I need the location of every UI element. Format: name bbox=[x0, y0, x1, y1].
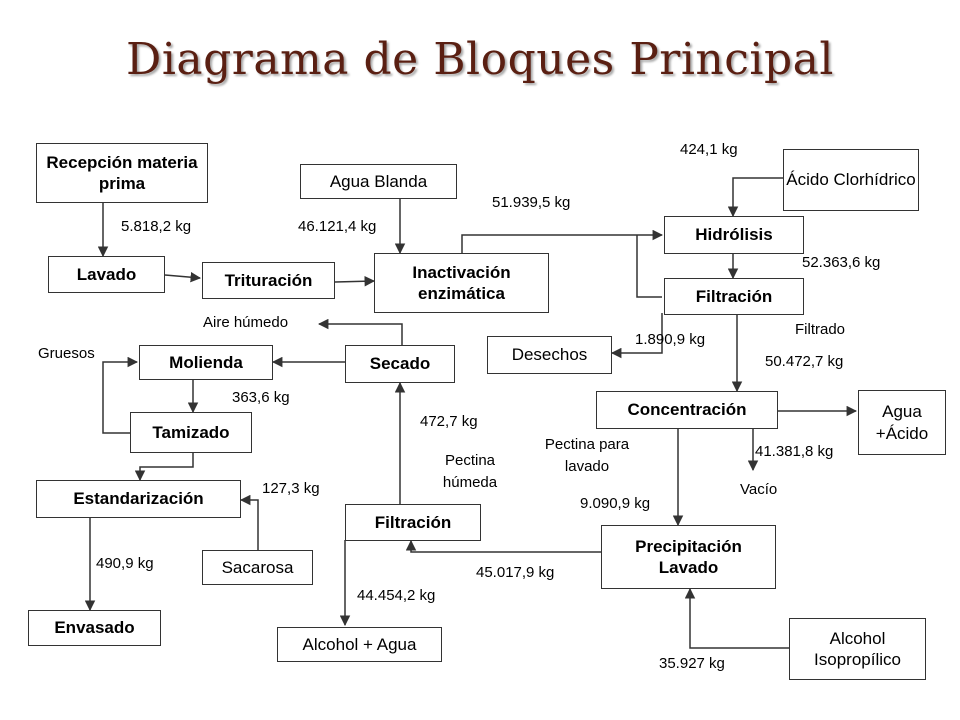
block-precipitacion: Precipitación Lavado bbox=[601, 525, 776, 589]
label-kg-sacarosa: 127,3 kg bbox=[262, 480, 320, 497]
label-kg-precipitacion-filtracion: 45.017,9 kg bbox=[476, 564, 555, 581]
block-agua-blanda: Agua Blanda bbox=[300, 164, 457, 199]
arrow-trituracion-inactivacion bbox=[335, 281, 374, 282]
label-kg-hidrolisis-filtracion: 52.363,6 kg bbox=[802, 254, 881, 271]
arrow-inactivacion-hidrolisis bbox=[462, 235, 662, 253]
label-kg-concentracion-vacio: 41.381,8 kg bbox=[755, 443, 834, 460]
block-filtracion-1: Filtración bbox=[664, 278, 804, 315]
block-desechos: Desechos bbox=[487, 336, 612, 374]
label-pectina-humeda: Pectina húmeda bbox=[442, 452, 498, 491]
block-envasado: Envasado bbox=[28, 610, 161, 646]
block-alcohol-isopropilico: Alcohol Isopropílico bbox=[789, 618, 926, 680]
label-pectina-lavado: Pectina para lavado bbox=[544, 436, 630, 475]
label-kg-acido: 424,1 kg bbox=[680, 141, 738, 158]
label-kg-concentracion-precipitacion: 9.090,9 kg bbox=[580, 495, 651, 512]
label-kg-alcohol-agua: 44.454,2 kg bbox=[357, 587, 436, 604]
label-kg-desechos: 1.890,9 kg bbox=[635, 331, 706, 348]
arrow-tamizado-estandarizacion bbox=[140, 453, 193, 480]
block-inactivacion: Inactivación enzimática bbox=[374, 253, 549, 313]
label-kg-alcohol-isopropilico: 35.927 kg bbox=[659, 655, 725, 672]
arrow-isopropilico-precipitacion bbox=[690, 589, 789, 648]
label-kg-inactivacion-hidrolisis: 51.939,5 kg bbox=[492, 194, 571, 211]
block-lavado: Lavado bbox=[48, 256, 165, 293]
arrow-precipitacion-filtracion2 bbox=[411, 541, 601, 552]
label-kg-agua-blanda: 46.121,4 kg bbox=[298, 218, 377, 235]
arrow-sacarosa-estandarizacion bbox=[241, 500, 258, 550]
label-kg-molienda: 363,6 kg bbox=[232, 389, 290, 406]
block-filtracion-2: Filtración bbox=[345, 504, 481, 541]
arrow-secado-aire bbox=[319, 324, 402, 345]
block-concentracion: Concentración bbox=[596, 391, 778, 429]
label-vacio: Vacío bbox=[740, 481, 778, 498]
block-alcohol-agua: Alcohol + Agua bbox=[277, 627, 442, 662]
label-aire-humedo: Aire húmedo bbox=[203, 314, 289, 331]
block-secado: Secado bbox=[345, 345, 455, 383]
label-kg-pectina-humeda: 472,7 kg bbox=[420, 413, 478, 430]
label-kg-recepcion-lavado: 5.818,2 kg bbox=[121, 218, 192, 235]
label-filtrado: Filtrado bbox=[795, 321, 846, 338]
block-hidrolisis: Hidrólisis bbox=[664, 216, 804, 254]
block-tamizado: Tamizado bbox=[130, 412, 252, 453]
block-recepcion: Recepción materia prima bbox=[36, 143, 208, 203]
block-agua-acido: Agua +Ácido bbox=[858, 390, 946, 455]
block-sacarosa: Sacarosa bbox=[202, 550, 313, 585]
label-kg-filtrado: 50.472,7 kg bbox=[765, 353, 844, 370]
label-gruesos: Gruesos bbox=[38, 345, 95, 362]
label-kg-envasado: 490,9 kg bbox=[96, 555, 154, 572]
line-filtracion-loop bbox=[637, 235, 662, 297]
block-estandarizacion: Estandarización bbox=[36, 480, 241, 518]
arrow-acido-hidrolisis bbox=[733, 178, 783, 216]
block-acido-clorhidrico: Ácido Clorhídrico bbox=[783, 149, 919, 211]
block-trituracion: Trituración bbox=[202, 262, 335, 299]
block-molienda: Molienda bbox=[139, 345, 273, 380]
page-title: Diagrama de Bloques Principal bbox=[126, 34, 834, 85]
arrow-lavado-trituracion bbox=[165, 275, 200, 278]
